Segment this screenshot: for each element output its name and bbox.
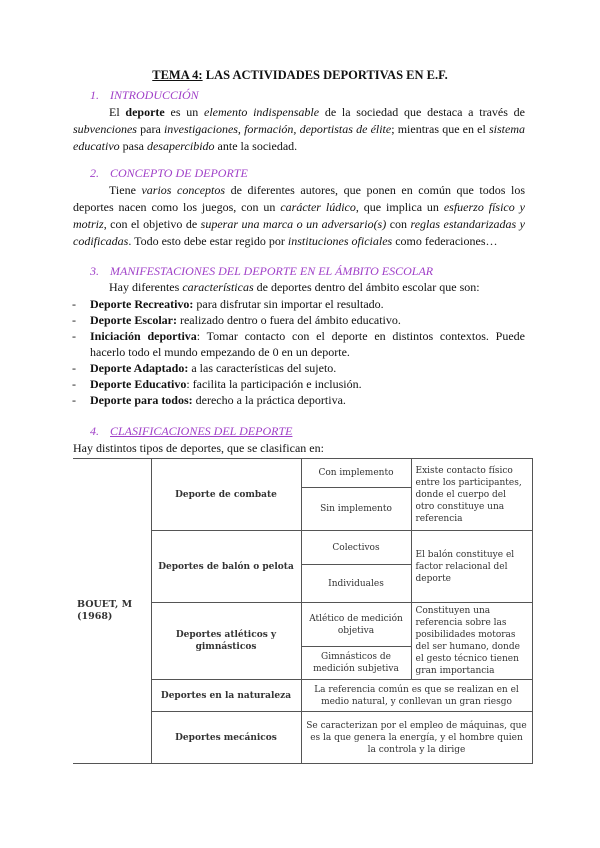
list-item: - Deporte Escolar: realizado dentro o fuera del ámbito educativo. [72, 313, 401, 327]
list-item: - Deporte para todos: derecho a la práctica deportiva. [72, 393, 346, 407]
table-subcategory-cell: Sin implemento [301, 488, 411, 531]
list-item: - Iniciación deportiva: Tomar contacto con el deporte en distintos contextos. Puede [72, 329, 525, 343]
page-title: TEMA 4: LAS ACTIVIDADES DEPORTIVAS EN E.F. [152, 68, 448, 82]
table-description-cell: Se caracterizan por el empleo de máquinas, que es la que genera la energía, y el hombre quien la controla y la dirige [301, 712, 532, 764]
table-subcategory-cell: Con implemento [301, 459, 411, 488]
classification-table [73, 458, 533, 764]
table-subcategory-cell: Colectivos [301, 531, 411, 565]
table-category-cell: Deportes en la naturaleza [151, 680, 301, 712]
list-item: - Deporte Educativo: facilita la participación e inclusión. [72, 377, 362, 391]
table-description-cell: El balón constituye el factor relacional del deporte [411, 531, 532, 603]
section-1-heading: 1. INTRODUCCIÓN [90, 88, 199, 102]
section-4-intro: Hay distintos tipos de deportes, que se clasifican en: [73, 441, 324, 455]
table-category-cell: Deportes atléticos y gimnásticos [151, 603, 301, 680]
section-2-heading: 2. CONCEPTO DE DEPORTE [90, 166, 248, 180]
table-category-cell: Deportes de balón o pelota [151, 531, 301, 603]
table-author-cell: BOUET, M (1968) [73, 459, 151, 764]
table-description-cell: Constituyen una referencia sobre las posibilidades motoras del ser humano, donde el gesto técnico tienen gran importancia [411, 603, 532, 680]
table-category-cell: Deporte de combate [151, 459, 301, 531]
table-description-cell: La referencia común es que se realizan en el medio natural, y conllevan un gran riesgo [301, 680, 532, 712]
section-1-paragraph: El deporte es un elemento indispensable de la sociedad que destaca a través de subvenciones para investigaciones, formación, deportistas de élite; mientras que en el sistema educativo pasa desapercibido ante la sociedad. [73, 105, 525, 153]
table-subcategory-cell: Atlético de medición objetiva [301, 603, 411, 647]
table-category-cell: Deportes mecánicos [151, 712, 301, 764]
section-4-heading: 4. CLASIFICACIONES DEL DEPORTE [90, 424, 293, 438]
list-item: - Deporte Recreativo: para disfrutar sin importar el resultado. [72, 297, 384, 311]
section-3-intro: Hay diferentes características de deportes dentro del ámbito escolar que son: [109, 280, 480, 294]
table-description-cell: Existe contacto físico entre los participantes, donde el cuerpo del otro constituye una referencia [411, 459, 532, 531]
list-item-continuation: hacerlo todo el mundo empezando de 0 en un deporte. [90, 345, 350, 359]
section-3-heading: 3. MANIFESTACIONES DEL DEPORTE EN EL ÁMBITO ESCOLAR [90, 264, 434, 278]
section-2-paragraph: Tiene varios conceptos de diferentes autores, que ponen en común que todos los deportes nacen como los juegos, con un carácter lúdico, que implica un esfuerzo físico y motriz, con el objetivo de superar una marca o un adversario(s) con reglas estandarizadas y codificadas. Todo esto debe estar regido por instituciones oficiales como federaciones… [73, 183, 525, 248]
table-subcategory-cell: Individuales [301, 565, 411, 603]
list-item: - Deporte Adaptado: a las características del sujeto. [72, 361, 337, 375]
table-subcategory-cell: Gimnásticos de medición subjetiva [301, 647, 411, 680]
